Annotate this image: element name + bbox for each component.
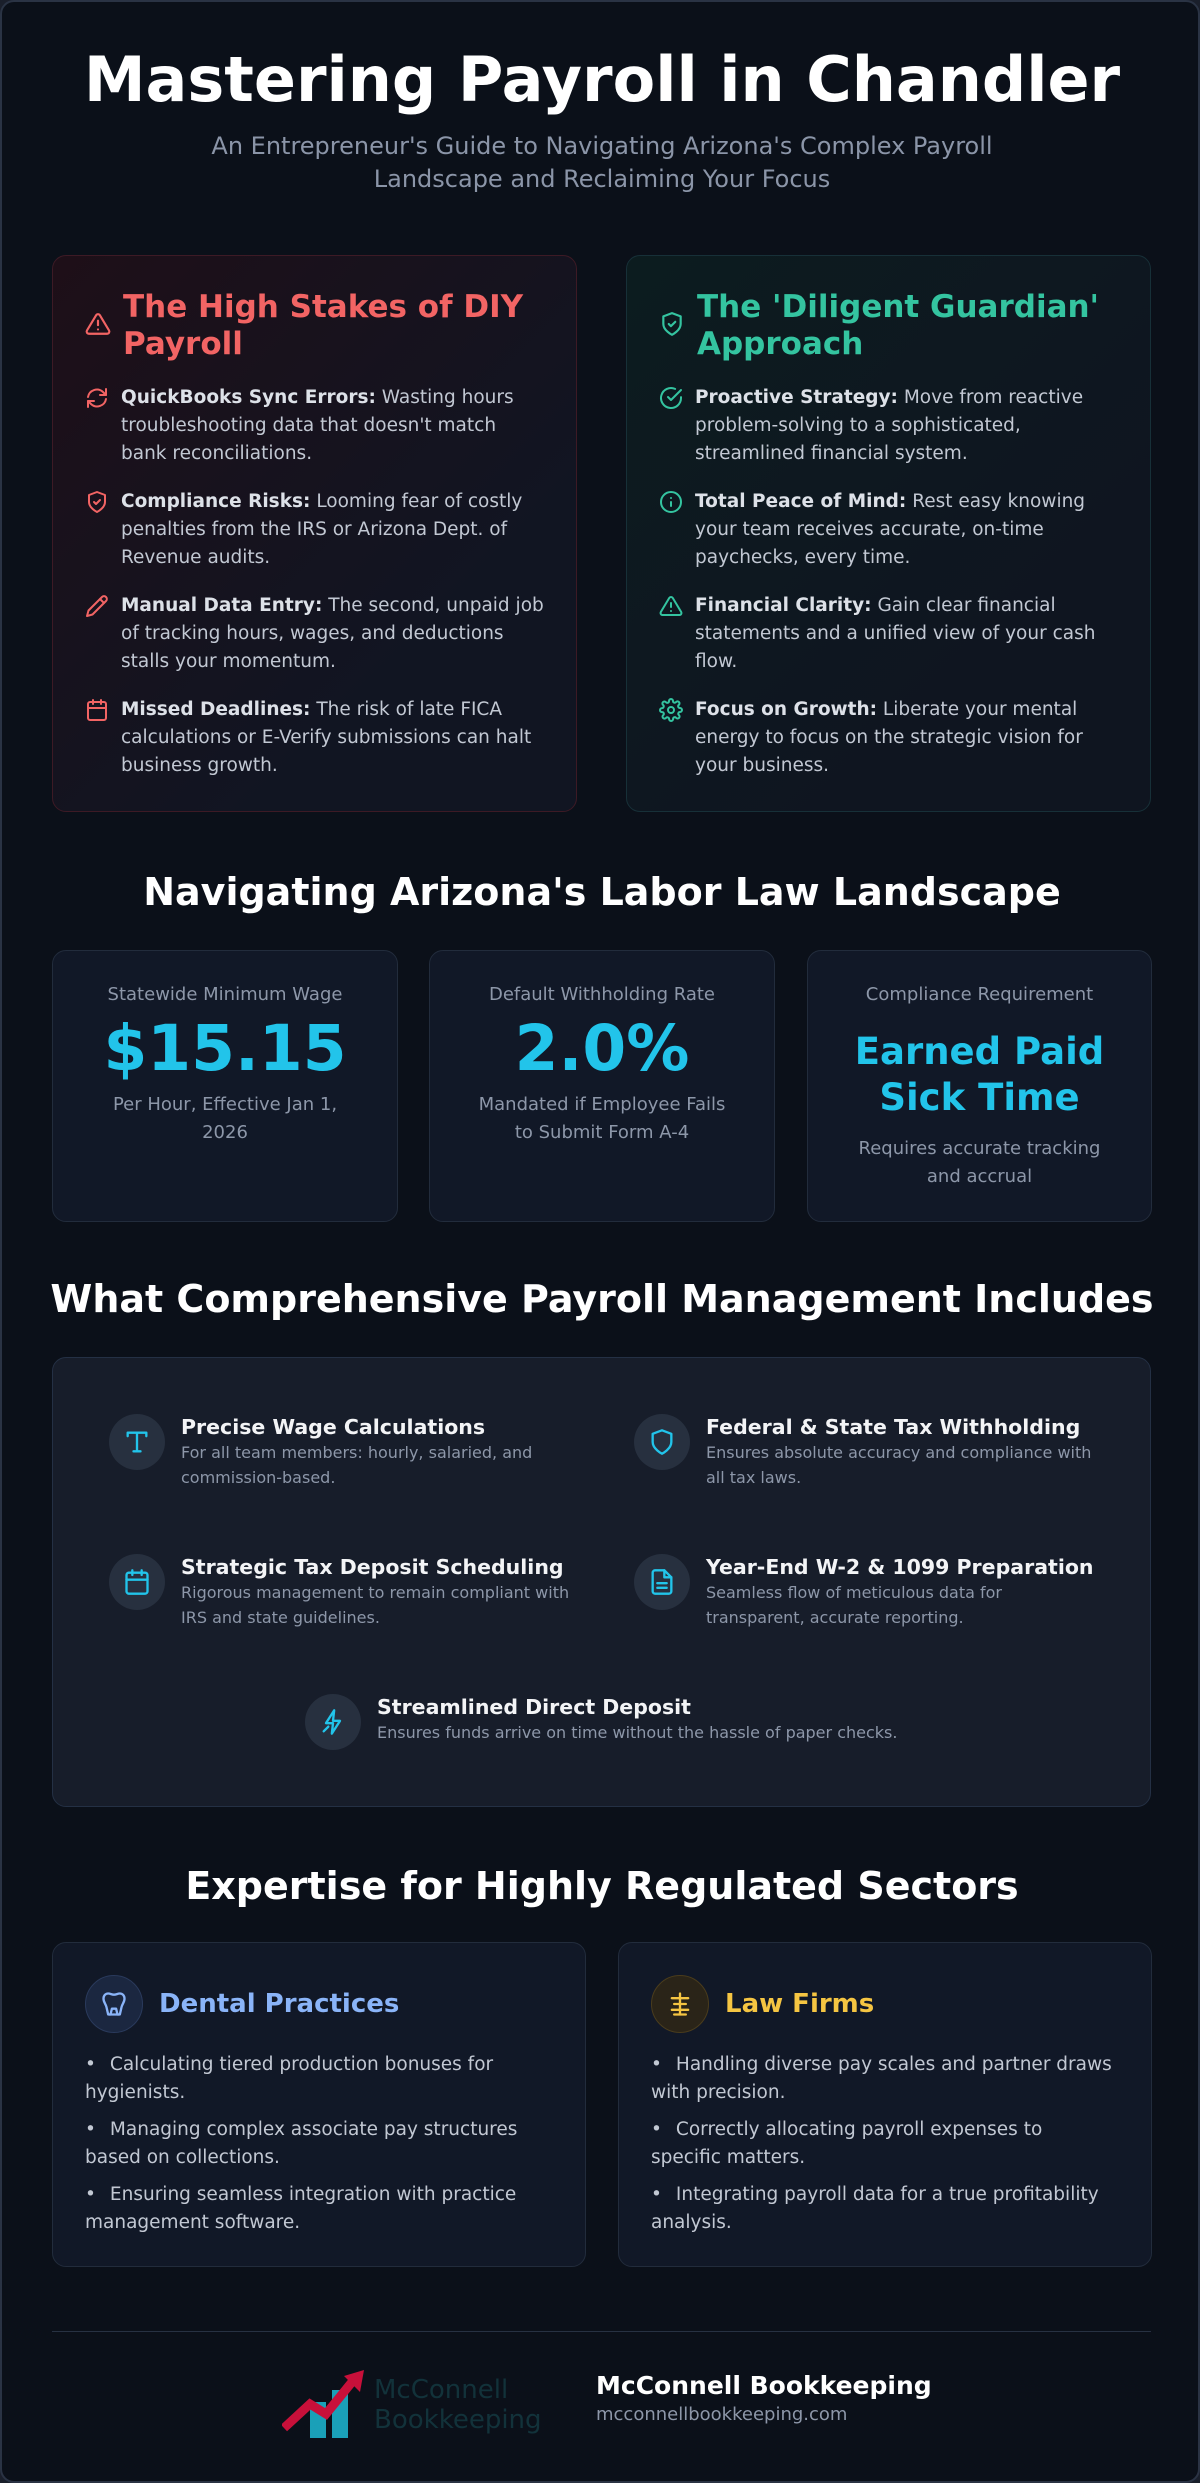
- scales-icon: [666, 1990, 694, 2018]
- services-panel: [52, 1357, 1151, 1807]
- service-item: [305, 1694, 945, 1750]
- risks-panel: [52, 255, 577, 812]
- service-icon-circle: [109, 1414, 165, 1470]
- stat-card-min-wage: [52, 950, 398, 1222]
- stat-card-withholding: [429, 950, 775, 1222]
- sector-icon-circle: [85, 1975, 143, 2033]
- risk-item: [85, 384, 546, 468]
- shield-icon: [648, 1428, 676, 1456]
- service-title: Streamlined Direct Deposit: [377, 1695, 691, 1719]
- guardian-item-text: Focus on Growth: Liberate your mental energy to focus on the strategic vision for your business.: [695, 699, 1083, 776]
- service-item: [634, 1414, 1104, 1490]
- stat-value: 2.0%: [514, 1012, 690, 1085]
- guardian-item: [659, 384, 1120, 468]
- stat-note: Requires accurate tracking and accrual: [858, 1138, 1101, 1187]
- sync-icon: [85, 386, 109, 410]
- sector-title: Dental Practices: [159, 1989, 400, 2019]
- guardian-panel: [626, 255, 1151, 812]
- risk-item-text: Manual Data Entry: The second, unpaid job of tracking hours, wages, and deductions stalls your momentum.: [121, 595, 544, 672]
- sector-icon-circle: [651, 1975, 709, 2033]
- service-text: Ensures absolute accuracy and compliance with all tax laws.: [706, 1443, 1092, 1487]
- service-item: [634, 1554, 1104, 1630]
- risk-item: [85, 592, 546, 676]
- page-subtitle: An Entrepreneur's Guide to Navigating Arizona's Complex Payroll Landscape and Reclaiming Your Focus: [211, 132, 993, 193]
- list-item: • Managing complex associate pay structures based on collections.: [85, 2116, 549, 2172]
- guardian-item: [659, 592, 1120, 676]
- guardian-item-text: Total Peace of Mind: Rest easy knowing your team receives accurate, on-time paychecks, every time.: [695, 491, 1086, 568]
- service-icon-circle: [634, 1554, 690, 1610]
- footer-text: [596, 2370, 932, 2428]
- risks-panel-title: The High Stakes of DIY Payroll: [123, 289, 524, 362]
- sector-bullet-list: [85, 2051, 549, 2246]
- header: [2, 40, 1200, 196]
- check-circle-icon: [659, 386, 683, 410]
- risk-item-text: QuickBooks Sync Errors: Wasting hours troubleshooting data that doesn't match bank reconciliations.: [121, 387, 514, 464]
- tooth-icon: [100, 1990, 128, 2018]
- risk-item-text: Compliance Risks: Looming fear of costly penalties from the IRS or Arizona Dept. of Revenue audits.: [121, 491, 523, 568]
- sector-title: Law Firms: [725, 1989, 875, 2019]
- warning-icon: [85, 311, 111, 337]
- svg-text:McConnell: McConnell: [374, 2375, 509, 2405]
- labor-section-title: Navigating Arizona's Labor Law Landscape: [143, 870, 1061, 914]
- sector-card-dental: [52, 1942, 586, 2267]
- company-name: McConnell Bookkeeping: [596, 2371, 932, 2400]
- stat-note: Per Hour, Effective Jan 1, 2026: [112, 1094, 338, 1143]
- stat-value: $15.15: [103, 1012, 347, 1085]
- service-text: Rigorous management to remain compliant with IRS and state guidelines.: [181, 1583, 570, 1627]
- risks-panel-header: [85, 289, 548, 363]
- list-item: • Correctly allocating payroll expenses to specific matters.: [651, 2116, 1115, 2172]
- shield-check-icon: [659, 311, 685, 337]
- calendar-icon: [123, 1568, 151, 1596]
- warning-icon: [659, 594, 683, 618]
- list-item: • Handling diverse pay scales and partner draws with precision.: [651, 2051, 1115, 2107]
- svg-text:Bookkeeping: Bookkeeping: [374, 2405, 542, 2435]
- gear-icon: [659, 698, 683, 722]
- stat-label: Compliance Requirement: [865, 984, 1094, 1005]
- info-icon: [659, 490, 683, 514]
- guardian-panel-header: [659, 289, 1122, 363]
- guardian-item: [659, 488, 1120, 572]
- service-text: Ensures funds arrive on time without the hassle of paper checks.: [377, 1723, 898, 1742]
- list-item: • Ensuring seamless integration with practice management software.: [85, 2181, 549, 2237]
- service-text: For all team members: hourly, salaried, and commission-based.: [181, 1443, 533, 1487]
- guardian-item-text: Financial Clarity: Gain clear financial statements and a unified view of your cash flow.: [695, 595, 1096, 672]
- risk-item: [85, 488, 546, 572]
- service-title: Strategic Tax Deposit Scheduling: [181, 1555, 564, 1579]
- sector-header: [85, 1975, 399, 2033]
- sectors-section-title: Expertise for Highly Regulated Sectors: [185, 1864, 1019, 1908]
- sector-card-law: [618, 1942, 1152, 2267]
- list-item: • Integrating payroll data for a true profitability analysis.: [651, 2181, 1115, 2237]
- text-icon: [123, 1428, 151, 1456]
- lightning-icon: [319, 1708, 347, 1736]
- sector-bullet-list: [651, 2051, 1115, 2246]
- service-item: [109, 1414, 579, 1490]
- guardian-panel-title: The 'Diligent Guardian' Approach: [697, 289, 1100, 362]
- service-text: Seamless flow of meticulous data for transparent, accurate reporting.: [706, 1583, 1002, 1627]
- stat-label: Statewide Minimum Wage: [107, 984, 343, 1005]
- guardian-item-text: Proactive Strategy: Move from reactive problem-solving to a sophisticated, streamlined financial system.: [695, 387, 1084, 464]
- risk-item: [85, 696, 546, 780]
- service-icon-circle: [109, 1554, 165, 1610]
- page-title: Mastering Payroll in Chandler: [83, 43, 1121, 116]
- services-section-title: What Comprehensive Payroll Management Includes: [50, 1277, 1154, 1321]
- service-title: Federal & State Tax Withholding: [706, 1415, 1081, 1439]
- footer-divider: [52, 2331, 1151, 2332]
- service-item: [109, 1554, 579, 1630]
- document-icon: [648, 1568, 676, 1596]
- stat-value: Earned Paid Sick Time: [854, 1030, 1105, 1119]
- list-item: • Calculating tiered production bonuses for hygienists.: [85, 2051, 549, 2107]
- service-icon-circle: [634, 1414, 690, 1470]
- sector-header: [651, 1975, 874, 2033]
- shield-icon: [85, 490, 109, 514]
- risk-item-text: Missed Deadlines: The risk of late FICA calculations or E-Verify submissions can halt business growth.: [121, 699, 532, 776]
- company-url[interactable]: mcconnellbookkeeping.com: [596, 2404, 848, 2425]
- stat-card-sick-time: [807, 950, 1152, 1222]
- pencil-icon: [85, 594, 109, 618]
- calendar-icon: [85, 698, 109, 722]
- service-title: Year-End W-2 & 1099 Preparation: [706, 1555, 1094, 1579]
- stat-note: Mandated if Employee Fails to Submit Form A-4: [478, 1094, 726, 1143]
- service-title: Precise Wage Calculations: [181, 1415, 486, 1439]
- guardian-item: [659, 696, 1120, 780]
- service-icon-circle: [305, 1694, 361, 1750]
- stat-label: Default Withholding Rate: [488, 984, 716, 1005]
- company-logo: [282, 2362, 582, 2438]
